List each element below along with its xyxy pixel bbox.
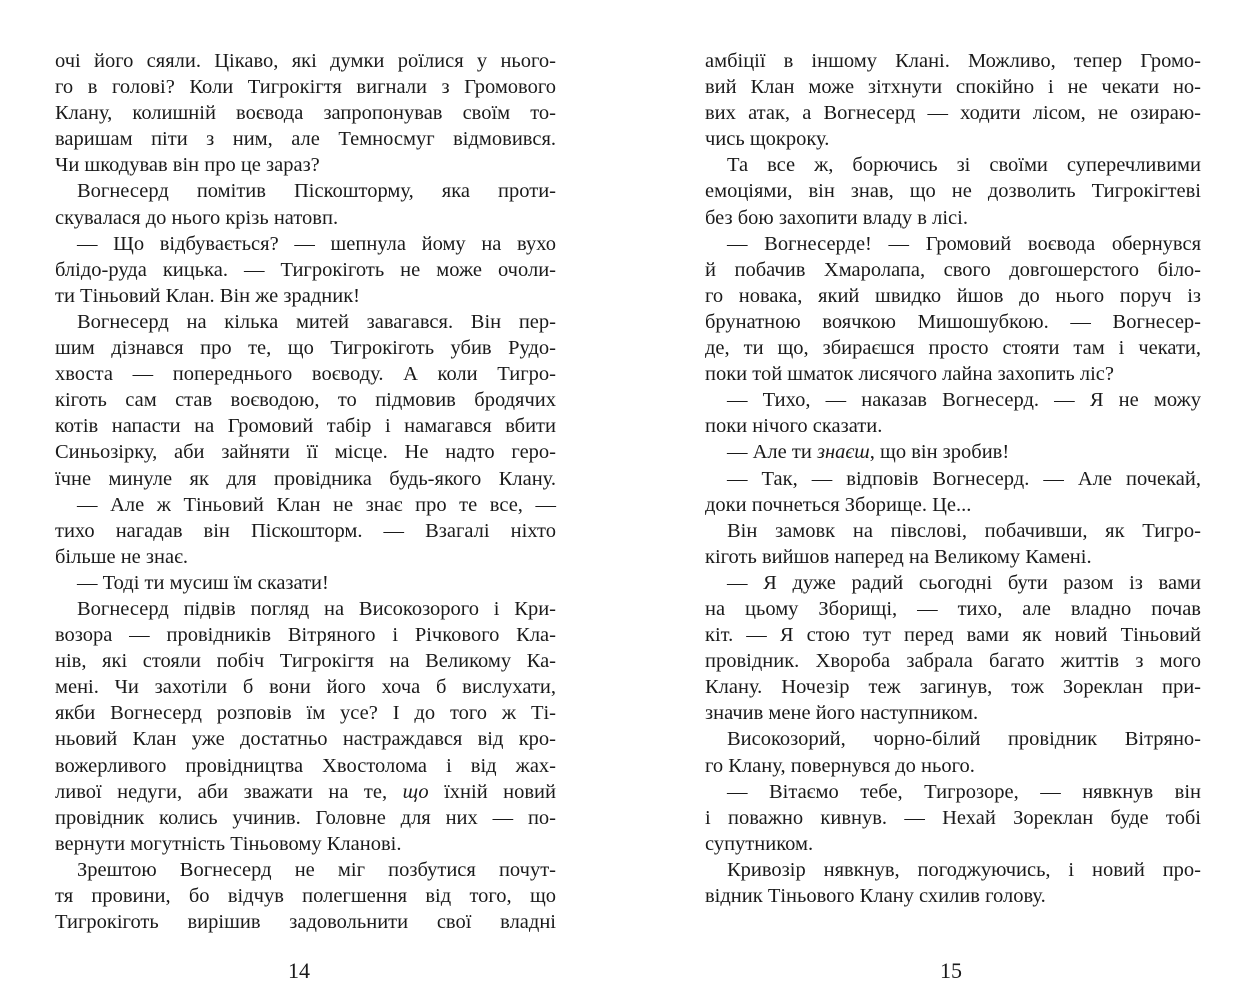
text-line: більше не знає. [55, 545, 188, 568]
text-line: очі його сяяли. Цікаво, які думки роїлися у нього- [55, 50, 556, 72]
right-page [705, 48, 1201, 909]
text-line: — Тоді ти мусиш їм сказати! [77, 571, 329, 594]
text-line: поки той шматок лисячого лайна захопить ліс? [705, 363, 1114, 386]
text-line: де, ти що, збираєшся просто стояти там і чекати, [705, 337, 1201, 360]
page-number-right: 15 [940, 958, 962, 983]
text-line: чись щокроку. [705, 128, 830, 151]
text-line: Кривозір нявкнув, погоджуючись, і новий про- [727, 858, 1201, 881]
text-line: відник Тіньового Клану схилив голову. [705, 885, 1046, 907]
page-number-left: 14 [288, 958, 310, 983]
text-line: ньовий Клан уже достатньо настраждався від кро- [55, 728, 556, 751]
left-page [55, 48, 556, 935]
text-line: ливої недуги, аби зважати на те, що їхній новий [55, 780, 556, 803]
text-line: Він замовк на півслові, побачивши, як Тигро- [727, 519, 1201, 542]
emphasis: знаєш [816, 441, 870, 464]
text-line: хвоста — попереднього воєводу. А коли Тигро- [55, 363, 556, 386]
text-line: тихо нагадав він Піскошторм. — Взагалі ніхто [55, 519, 556, 542]
text-line: брунатною воячкою Мишошубкою. — Вогнесер- [705, 310, 1201, 333]
text-line: і поважно кивнув. — Нехай Зореклан буде тобі [705, 806, 1201, 829]
text-line: — Вітаємо тебе, Тигрозоре, — нявкнув він [727, 780, 1201, 803]
text-line: вернути могутність Тіньовому Кланові. [55, 832, 402, 855]
text-line: вий Клан може зітхнути спокійно і не чекати но- [705, 76, 1201, 99]
text-line: кіт. — Я стою тут перед вами як новий Тіньовий [705, 624, 1201, 647]
text-line: го Клану, повернувся до нього. [705, 754, 975, 777]
text-line: Зрештою Вогнесерд не міг позбутися почут- [77, 858, 556, 881]
text-line: на цьому Зборищі, — тихо, але владно почав [705, 597, 1201, 620]
text-line: амбіції в іншому Клані. Можливо, тепер Громо- [705, 50, 1201, 72]
text-line: — Вогнесерде! — Громовий воєвода обернувся [727, 232, 1201, 255]
text-line: вих атак, а Вогнесерд — ходити лісом, не озираю- [705, 102, 1201, 125]
text-line: — Так, — відповів Вогнесерд. — Але почекай, [727, 467, 1201, 490]
text-line: доки почнеться Зборище. Це... [705, 493, 972, 516]
text-line: котів напасти на Громовий табір і намагався вбити [55, 415, 556, 438]
text-line: без бою захопити владу в лісі. [705, 206, 968, 229]
text-line: го в голові? Коли Тигрокігтя вигнали з Громового [55, 76, 556, 99]
text-line: — Що відбувається? — шепнула йому на вухо [77, 232, 556, 255]
text-line: Вогнесерд на кілька митей завагався. Він пер- [77, 310, 556, 333]
text-line: й побачив Хмаролапа, свого довгошерстого біло- [705, 258, 1201, 281]
text-line: — Але ж Тіньовий Клан не знає про те все, — [77, 493, 556, 516]
emphasis: що [402, 780, 429, 803]
text-line: супутником. [705, 832, 814, 855]
text-line: Та все ж, борючись зі своїми суперечливими [727, 154, 1201, 177]
text-line: скувалася до нього крізь натовп. [55, 206, 339, 229]
text-line: кіготь сам став воєводою, то підмовив бродячих [55, 389, 556, 412]
text-line: провідник колись учинив. Головне для них — по- [55, 806, 556, 829]
text-line: нів, які стояли побіч Тигрокігтя на Великому Ка- [55, 650, 556, 673]
text-line: вожерливого провідництва Хвостолома і від жах- [55, 754, 556, 777]
text-line: Клану. Ночезір теж загинув, тож Зореклан при- [705, 676, 1201, 699]
text-line: мені. Чи захотіли б вони його хоча б вислухати, [55, 676, 556, 699]
text-line: Синьозірку, аби зайняти її місце. Не надто геро- [55, 441, 556, 464]
text-line: ти Тіньовий Клан. Він же зрадник! [55, 284, 360, 307]
text-line: Вогнесерд помітив Піскошторму, яка проти- [77, 180, 556, 203]
text-line: го новака, який швидко йшов до нього поруч із [705, 284, 1201, 307]
text-line: блідо-руда кицька. — Тигрокіготь не може очоли- [55, 258, 556, 281]
text-line: — Але ти знаєш, що він зробив! [727, 441, 1010, 464]
text-line: провідник. Хвороба забрала багато життів з мого [705, 650, 1201, 673]
text-line: — Тихо, — наказав Вогнесерд. — Я не можу [727, 389, 1201, 412]
text-line: — Я дуже радий сьогодні бути разом із вами [727, 571, 1201, 594]
text-line: возора — провідників Вітряного і Річкового Кла- [55, 624, 556, 647]
text-line: Високозорий, чорно-білий провідник Вітряно- [727, 728, 1201, 751]
text-line: шим дізнався про те, що Тигрокіготь убив Рудо- [55, 337, 556, 360]
text-line: поки нічого сказати. [705, 415, 883, 438]
text-line: варишам піти з ним, але Темносмуг відмовився. [55, 128, 556, 151]
text-line: якби Вогнесерд розповів їм усе? І до того ж Ті- [55, 702, 556, 725]
text-line: кіготь вийшов наперед на Великому Камені. [705, 545, 1092, 568]
text-line: Тигрокіготь вирішив задовольнити свої владні [55, 911, 556, 934]
text-line: емоціями, він знав, що не дозволить Тигрокігтеві [705, 180, 1201, 203]
text-line: тя провини, бо відчув полегшення від того, що [55, 885, 556, 907]
text-line: значив мене його наступником. [705, 702, 979, 725]
text-line: їчне минуле як для провідника будь-якого Клану. [55, 467, 556, 490]
text-line: Вогнесерд підвів погляд на Високозорого і Кри- [77, 597, 556, 620]
text-line: Клану, колишній воєвода запропонував своїм то- [55, 102, 556, 125]
text-line: Чи шкодував він про це зараз? [55, 154, 320, 177]
